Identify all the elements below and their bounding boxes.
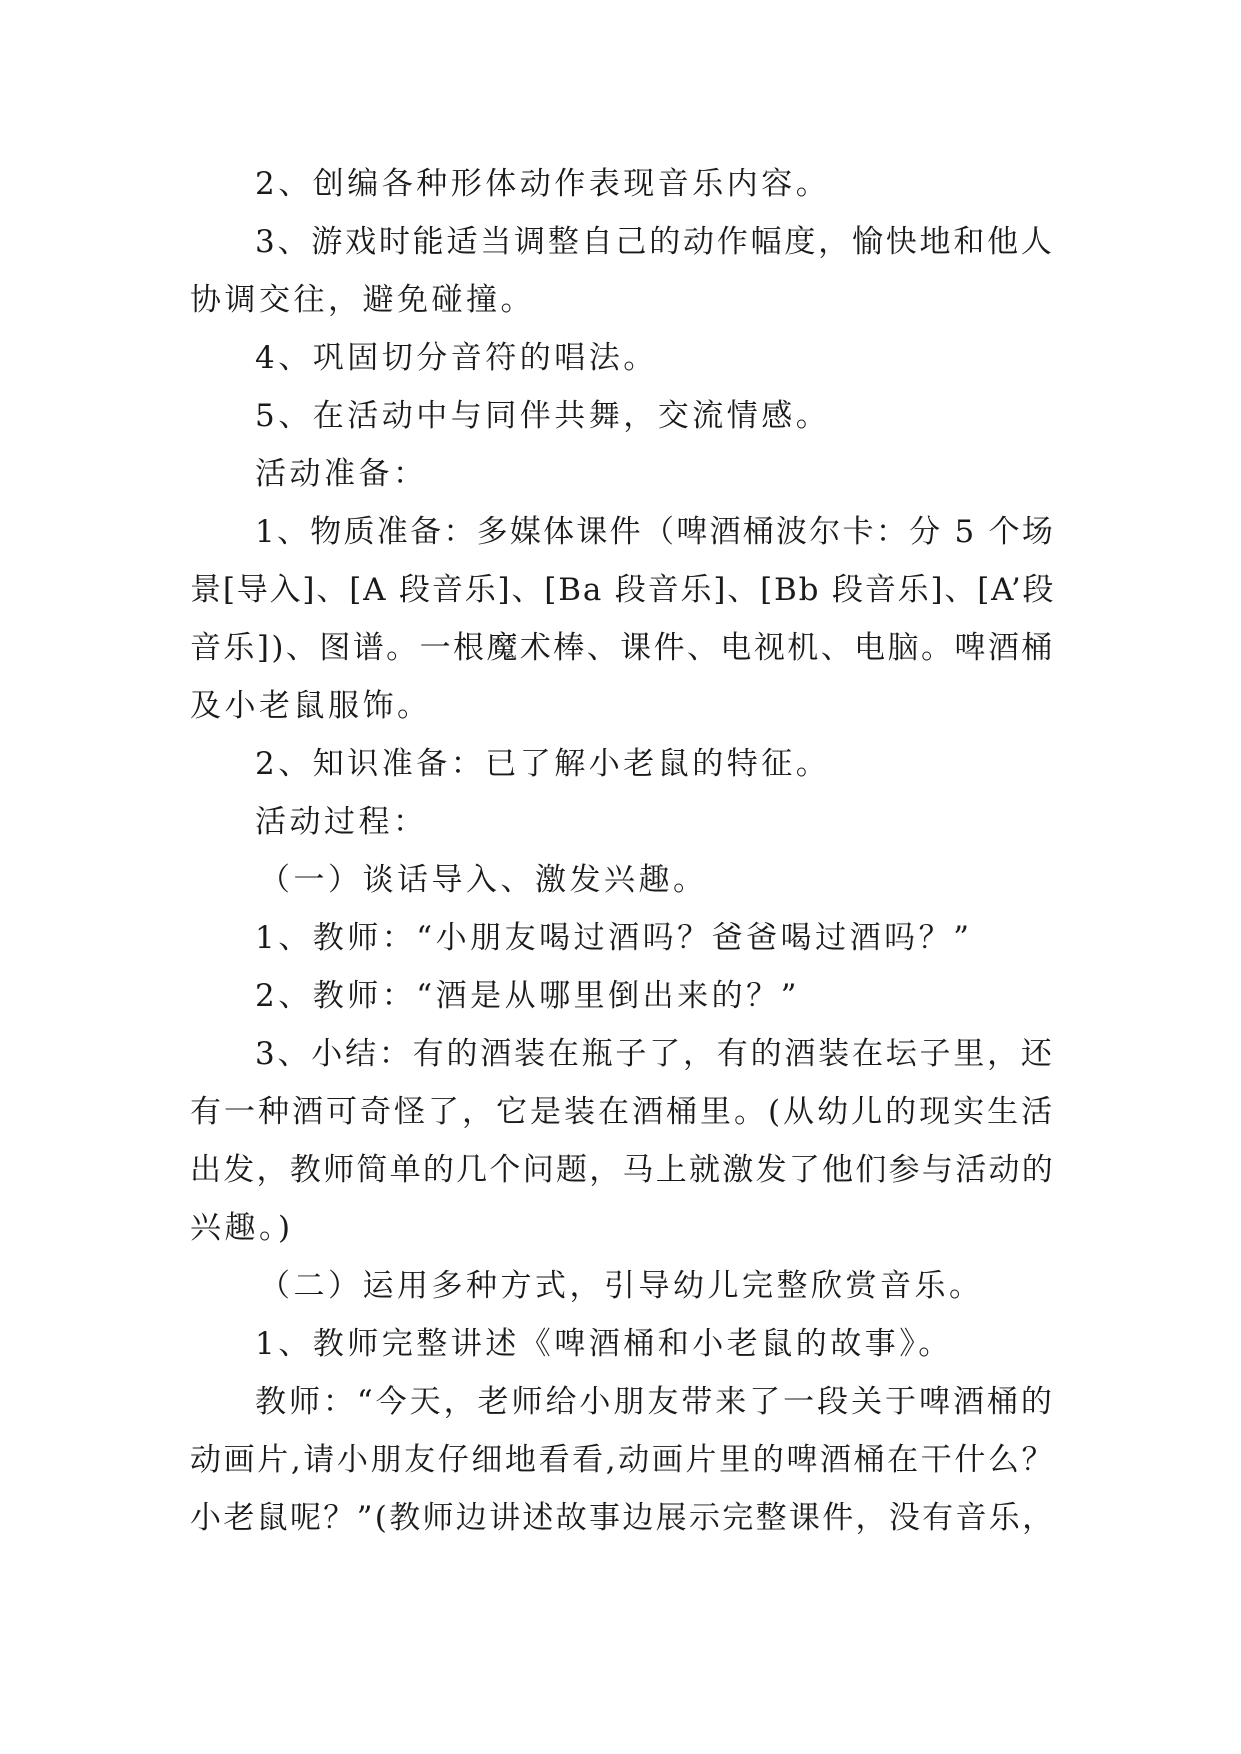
- paragraph-line: 音乐])、图谱。一根魔术棒、课件、电视机、电脑。啤酒桶: [190, 630, 1055, 666]
- paragraph-line: 及小老鼠服饰。: [190, 688, 432, 724]
- paragraph-line: 小老鼠呢？”(教师边讲述故事边展示完整课件，没有音乐，: [190, 1500, 1056, 1536]
- paragraph-line: 3、小结：有的酒装在瓶子了，有的酒装在坛子里，还: [255, 1036, 1055, 1072]
- paragraph-line: 2、教师：“酒是从哪里倒出来的？”: [255, 978, 800, 1014]
- section-heading: 活动过程：: [255, 804, 428, 840]
- paragraph-line: 协调交往，避免碰撞。: [190, 282, 535, 318]
- paragraph-line: 动画片,请小朋友仔细地看看,动画片里的啤酒桶在干什么？: [190, 1442, 1056, 1478]
- paragraph-line: 4、巩固切分音符的唱法。: [255, 340, 658, 376]
- paragraph-line: 5、在活动中与同伴共舞，交流情感。: [255, 398, 831, 434]
- subsection-heading: （二）运用多种方式，引导幼儿完整欣赏音乐。: [259, 1268, 984, 1304]
- paragraph-line: 出发，教师简单的几个问题，马上就激发了他们参与活动的: [190, 1152, 1055, 1188]
- paragraph-line: 1、教师：“小朋友喝过酒吗？爸爸喝过酒吗？”: [255, 920, 973, 956]
- paragraph-line: 1、物质准备：多媒体课件（啤酒桶波尔卡：分 5 个场: [255, 514, 1056, 550]
- paragraph-line: 兴趣。): [190, 1210, 294, 1246]
- paragraph-line: 教师：“今天，老师给小朋友带来了一段关于啤酒桶的: [255, 1384, 1055, 1420]
- subsection-heading: （一）谈话导入、激发兴趣。: [259, 862, 708, 898]
- paragraph-line: 3、游戏时能适当调整自己的动作幅度，愉快地和他人: [255, 224, 1055, 260]
- paragraph-line: 2、创编各种形体动作表现音乐内容。: [255, 166, 831, 202]
- paragraph-line: 景[导入]、[A 段音乐]、[Ba 段音乐]、[Bb 段音乐]、[A’段: [190, 572, 1056, 608]
- section-heading: 活动准备：: [255, 456, 428, 492]
- paragraph-line: 2、知识准备：已了解小老鼠的特征。: [255, 746, 831, 782]
- paragraph-line: 1、教师完整讲述《啤酒桶和小老鼠的故事》。: [255, 1326, 953, 1362]
- paragraph-line: 有一种酒可奇怪了，它是装在酒桶里。(从幼儿的现实生活: [190, 1094, 1056, 1130]
